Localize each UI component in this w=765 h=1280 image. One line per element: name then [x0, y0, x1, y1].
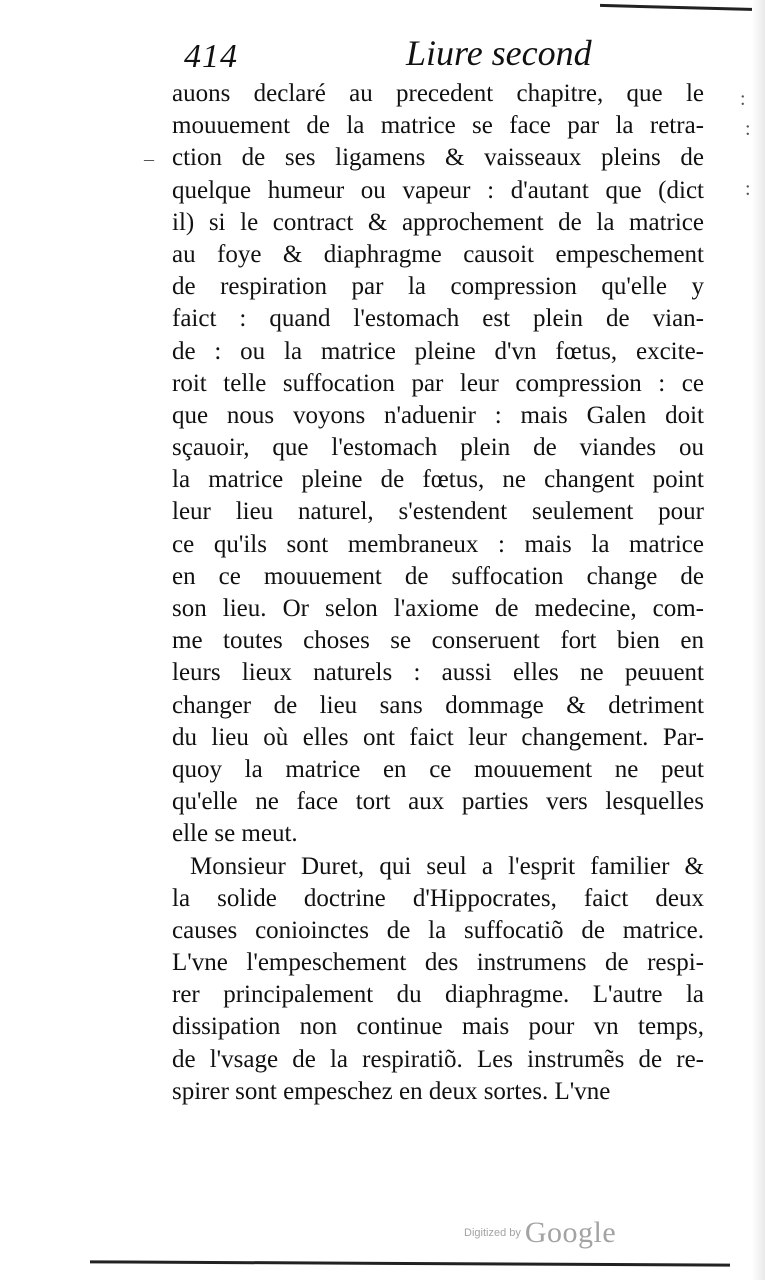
- margin-mark: :: [745, 178, 751, 200]
- text-line: sçauoir, que l'estomach plein de viandes ou: [172, 434, 704, 462]
- text-line: me toutes choses se conseruent fort bien en: [172, 627, 704, 655]
- text-line: la solide doctrine d'Hippocrates, faict deux: [172, 884, 704, 912]
- text-line: Monsieur Duret, qui seul a l'esprit familier &: [190, 852, 704, 880]
- scan-border-bottom: [90, 1260, 730, 1266]
- text-line: auons declaré au precedent chapitre, que le: [172, 80, 704, 107]
- text-line: au foye & diaphragme causoit empeschement: [172, 240, 704, 268]
- margin-mark: :: [740, 88, 746, 110]
- text-line: qu'elle ne face tort aux parties vers lesquelles: [172, 788, 704, 816]
- text-line: mouuement de la matrice se face par la retra-: [172, 112, 704, 140]
- text-line: leur lieu naturel, s'estendent seulement pour: [172, 498, 704, 526]
- running-title: Liure second: [406, 33, 592, 73]
- margin-mark: ‒: [144, 148, 154, 170]
- text-line: du lieu où elles ont faict leur changement. Par-: [172, 723, 704, 751]
- text-line: de : ou la matrice pleine d'vn fœtus, excite-: [172, 337, 704, 365]
- text-line: de l'vsage de la respiratiõ. Les instrumẽs de re-: [172, 1045, 704, 1073]
- text-line: son lieu. Or selon l'axiome de medecine, com-: [172, 595, 704, 622]
- text-line: rer principalement du diaphragme. L'autre la: [172, 981, 704, 1009]
- text-line: L'vne l'empeschement des instrumens de respi-: [172, 949, 704, 977]
- text-line: quelque humeur ou vapeur : d'autant que (dict: [172, 176, 704, 204]
- margin-mark: :: [745, 118, 751, 140]
- text-line: ction de ses ligamens & vaisseaux pleins de: [172, 144, 704, 172]
- text-line: elle se meut.: [172, 820, 298, 848]
- text-line: roit telle suffocation par leur compression : ce: [172, 369, 704, 397]
- watermark-prefix: Digitized by: [464, 1227, 521, 1239]
- page-number: 414: [184, 38, 238, 75]
- text-line: la matrice pleine de fœtus, ne changent point: [172, 466, 704, 494]
- text-line: il) si le contract & approchement de la matrice: [172, 208, 704, 236]
- text-line: que nous voyons n'aduenir : mais Galen doit: [172, 401, 704, 429]
- google-logo: Google: [524, 1216, 617, 1249]
- text-line: quoy la matrice en ce mouuement ne peut: [172, 755, 704, 783]
- scan-border-top: [600, 4, 760, 11]
- text-line: dissipation non continue mais pour vn temps,: [172, 1013, 704, 1041]
- scan-edge-right: [752, 0, 765, 1280]
- text-line: causes conioinctes de la suffocatiõ de matrice.: [172, 916, 704, 944]
- text-line: en ce mouuement de suffocation change de: [172, 562, 704, 590]
- text-line: spirer sont empeschez en deux sortes. L'vne: [172, 1077, 611, 1105]
- text-line: faict : quand l'estomach est plein de vian-: [172, 305, 704, 333]
- page-header: [180, 30, 600, 80]
- text-line: ce qu'ils sont membraneux : mais la matrice: [172, 530, 704, 558]
- digitized-watermark: [464, 1216, 616, 1250]
- body-text: [172, 78, 704, 1108]
- text-line: leurs lieux naturels : aussi elles ne peuuent: [172, 659, 704, 687]
- text-line: de respiration par la compression qu'elle y: [172, 273, 704, 301]
- text-line: changer de lieu sans dommage & detriment: [172, 691, 704, 719]
